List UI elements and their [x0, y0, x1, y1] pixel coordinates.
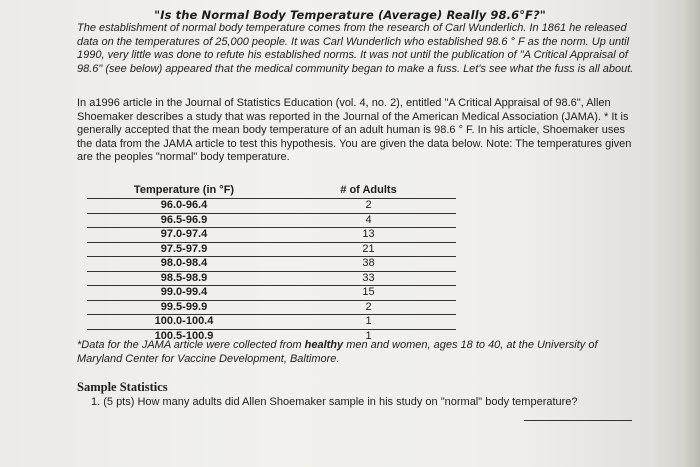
temperature-range-cell: 98.5-98.9 [87, 271, 281, 286]
temperature-range-cell: 99.0-99.4 [87, 286, 281, 301]
adult-count-cell: 1 [281, 315, 456, 330]
temperature-range-cell: 97.0-97.4 [87, 228, 281, 243]
worksheet-title: "Is the Normal Body Temperature (Average) Really 98.6°F?" [154, 8, 546, 22]
table-row [87, 242, 456, 257]
adult-count-cell: 4 [281, 213, 456, 228]
adult-count-cell: 38 [281, 257, 456, 272]
adult-count-cell: 2 [281, 199, 456, 214]
table-row [87, 271, 456, 286]
section-heading: Sample Statistics [77, 380, 168, 394]
temperature-range-cell: 96.0-96.4 [87, 199, 281, 214]
temperature-range-cell: 99.5-99.9 [87, 300, 281, 315]
adult-count-cell: 2 [281, 300, 456, 315]
table-row [87, 257, 456, 272]
page-edge-shadow [682, 0, 700, 467]
table-row [87, 286, 456, 301]
study-paragraph: In a1996 article in the Journal of Statistics Education (vol. 4, no. 2), entitled "A Critical Appraisal of 98.6", Allen Shoemaker describes a study that was reported in the Journal of the American Medical Association (JAMA). * It is generally accepted that the mean body temperature of an adult human is 98.6 ° F. In his article, Shoemaker uses the data from the JAMA article to test this hypothesis. You are given the data below. Note: The temperatures given are the peoples "normal" body temperature. [77, 97, 632, 164]
question-1: 1. (5 pts) How many adults did Allen Shoemaker sample in his study on "normal" body temperature? [91, 396, 578, 408]
temperature-range-cell: 96.5-96.9 [87, 213, 281, 228]
adult-count-cell: 13 [281, 228, 456, 243]
temperature-range-cell: 98.0-98.4 [87, 257, 281, 272]
adult-count-cell: 15 [281, 286, 456, 301]
temperature-column-header: Temperature (in °F) [87, 183, 281, 199]
table-row [87, 228, 456, 243]
table-row [87, 300, 456, 315]
intro-paragraph: The establishment of normal body temperature comes from the research of Carl Wunderlich. In 1861 he released data on the temperatures of 25,000 people. It was Carl Wunderlich who established 98.6 ° F as the norm. Up until 1990, very little was done to refute his established norms. It was not until the publication of "A Critical Appraisal of 98.6" (see below) appeared that the medical community began to make a fuss. Let's see what the fuss is all about. [77, 22, 634, 75]
table-header-row [87, 183, 456, 199]
temperature-range-cell: 100.0-100.4 [87, 315, 281, 330]
footnote [77, 339, 617, 366]
adults-column-header: # of Adults [281, 183, 456, 199]
temperature-table [87, 183, 456, 343]
table-row [87, 213, 456, 228]
temperature-range-cell: 100.5-100.9 [154, 329, 214, 342]
adult-count-cell: 21 [281, 242, 456, 257]
adult-count-cell: 1 [365, 329, 372, 342]
answer-line[interactable] [524, 420, 632, 421]
temperature-range-cell: 97.5-97.9 [87, 242, 281, 257]
table-row [87, 315, 456, 330]
adult-count-cell: 33 [281, 271, 456, 286]
footnote-suffix: men and women, ages 18 to 40, at the University of Maryland Center for Vaccine Development, Baltimore. [77, 339, 598, 365]
footnote-prefix: *Data for the JAMA article were collected from [77, 339, 305, 351]
table-row [87, 199, 456, 214]
footnote-emphasis: healthy [304, 339, 344, 351]
